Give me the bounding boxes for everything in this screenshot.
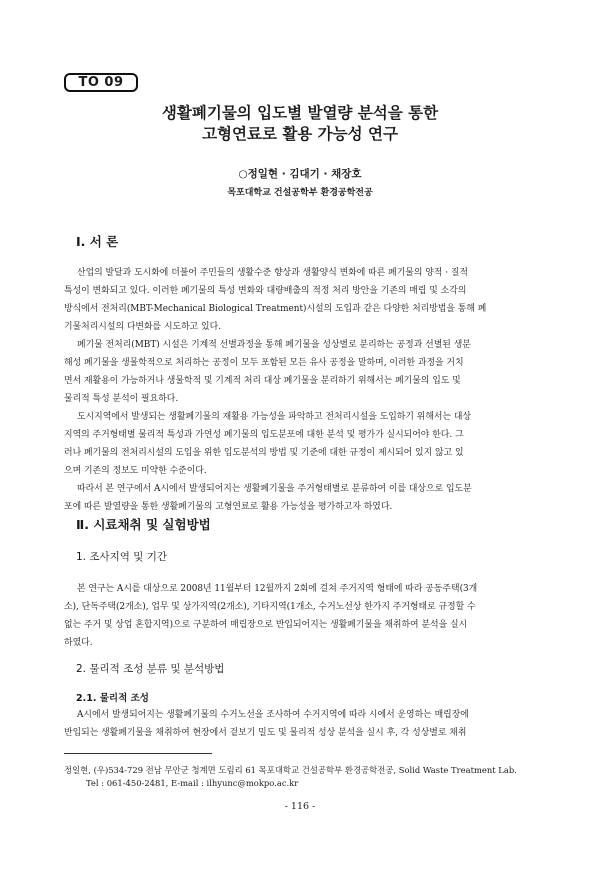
text-line: 도시지역에서 발생되는 생활폐기물의 재활용 가능성을 파악하고 전처리시설을 도입하기 위해서는 대상 <box>77 412 472 422</box>
text-line: 따라서 본 연구에서 A시에서 발생되어지는 생활폐기물을 주거형태별로 분류하여 이를 대상으로 입도분 <box>77 484 472 494</box>
text-line: 하였다. <box>64 638 93 648</box>
intro-paragraph-3 <box>64 408 536 480</box>
text-line: 특성이 변화되고 있다. 이러한 폐기물의 특성 변화와 대량배출의 적정 처리 방안을 기존의 매립 및 소각의 <box>64 286 467 296</box>
subsection-heading-survey-area: 1. 조사지역 및 기간 <box>76 551 168 563</box>
paper-title-line-2: 고형연료로 활용 가능성 연구 <box>202 125 398 143</box>
text-line: 소), 단독주택(2개소), 업무 및 상가지역(2개소), 기타지역(1개소, 수거노선상 한가지 주거형태로 규정할 수 <box>64 602 476 612</box>
text-line: 방식에서 전처리(MBT-Mechanical Biological Treatment)시설의 도입과 같은 다양한 처리방법을 통해 폐 <box>64 304 487 314</box>
footnote-address: 정일현, (우)534-729 전남 무안군 청계면 도림리 61 목포대학교 건설공학부 환경공학전공, Solid Waste Treatment Lab. <box>64 765 517 775</box>
text-line: 물리적 특성 분석이 필요하다. <box>64 394 179 404</box>
affiliation: 목포대학교 건설공학부 환경공학전공 <box>227 188 373 198</box>
text-line: 해성 폐기물을 생물학적으로 처리하는 공정이 모두 포함된 모든 유사 공정을 말하며, 이러한 과정을 거치 <box>64 358 464 368</box>
intro-paragraph-4 <box>64 480 536 516</box>
text-line: 폐기물 전처리(MBT) 시설은 기계적 선별과정을 통해 폐기물을 성상별로 분리하는 공정과 선별된 생분 <box>77 340 471 350</box>
text-line: A시에서 발생되어지는 생활폐기물의 수거노선을 조사하여 수거지역에 따라 시에서 운영하는 매립장에 <box>77 710 469 720</box>
text-line: 기물처리시설의 다변화를 시도하고 있다. <box>64 322 222 332</box>
subsubsection-heading-physical-composition: 2.1. 물리적 조성 <box>76 693 149 704</box>
text-line: 반입되는 생활폐기물을 채취하여 현장에서 겉보기 밀도 및 물리적 성상 분석을 실시 후, 각 성상별로 채취 <box>64 728 467 738</box>
intro-paragraph-2 <box>64 336 536 408</box>
methods-paragraph-1 <box>64 580 536 652</box>
text-line: 없는 주거 및 상업 혼합지역)으로 구분하여 매립장으로 반입되어지는 생활폐기물을 채취하여 분석을 실시 <box>64 620 468 630</box>
page-number: - 116 - <box>284 801 316 812</box>
text-line: 포에 따른 발열량을 통한 생활폐기물의 고형연료로 활용 가능성을 평가하고자 하였다. <box>64 502 393 512</box>
text-line: 산업의 발달과 도시화에 더불어 주민들의 생활수준 향상과 생활양식 변화에 따른 폐기물의 양적 · 질적 <box>77 268 468 278</box>
text-line: 으며 기존의 정보도 미약한 수준이다. <box>64 466 207 476</box>
section-heading-introduction: Ⅰ. 서 론 <box>76 234 119 249</box>
intro-paragraph-1 <box>64 264 536 336</box>
paper-title-line-1: 생활폐기물의 입도별 발열량 분석을 통한 <box>161 104 439 122</box>
subsection-heading-composition: 2. 물리적 조성 분류 및 분석방법 <box>76 663 225 675</box>
footnote-divider <box>64 753 212 754</box>
methods-paragraph-2 <box>64 706 536 742</box>
text-line: 면서 재활용이 가능하거나 생물학적 및 기계적 처리 대상 폐기물을 분리하기 위해서는 폐기물의 입도 및 <box>64 376 461 386</box>
text-line: 러나 폐기물의 전처리시설의 도입을 위한 입도분석의 방법 및 기준에 대한 규정이 제시되어 있지 않고 있 <box>64 448 464 458</box>
text-line: 본 연구는 A시를 대상으로 2008년 11월부터 12월까지 2회에 걸쳐 주거지역 형태에 따라 공동주택(3개 <box>77 584 478 594</box>
footnote-contact: Tel : 061-450-2481, E-mail : ilhyunc@mokpo.ac.kr <box>86 778 299 788</box>
author-list: ○정일현 · 김대기 · 채장호 <box>238 168 362 180</box>
section-heading-methods: Ⅱ. 시료채취 및 실험방법 <box>76 517 211 532</box>
text-line: 지역의 주거형태별 물리적 특성과 가연성 폐기물의 입도분포에 대한 분석 및 평가가 실시되어야 한다. 그 <box>64 430 464 440</box>
paper-code-tag: TO 09 <box>64 73 138 92</box>
